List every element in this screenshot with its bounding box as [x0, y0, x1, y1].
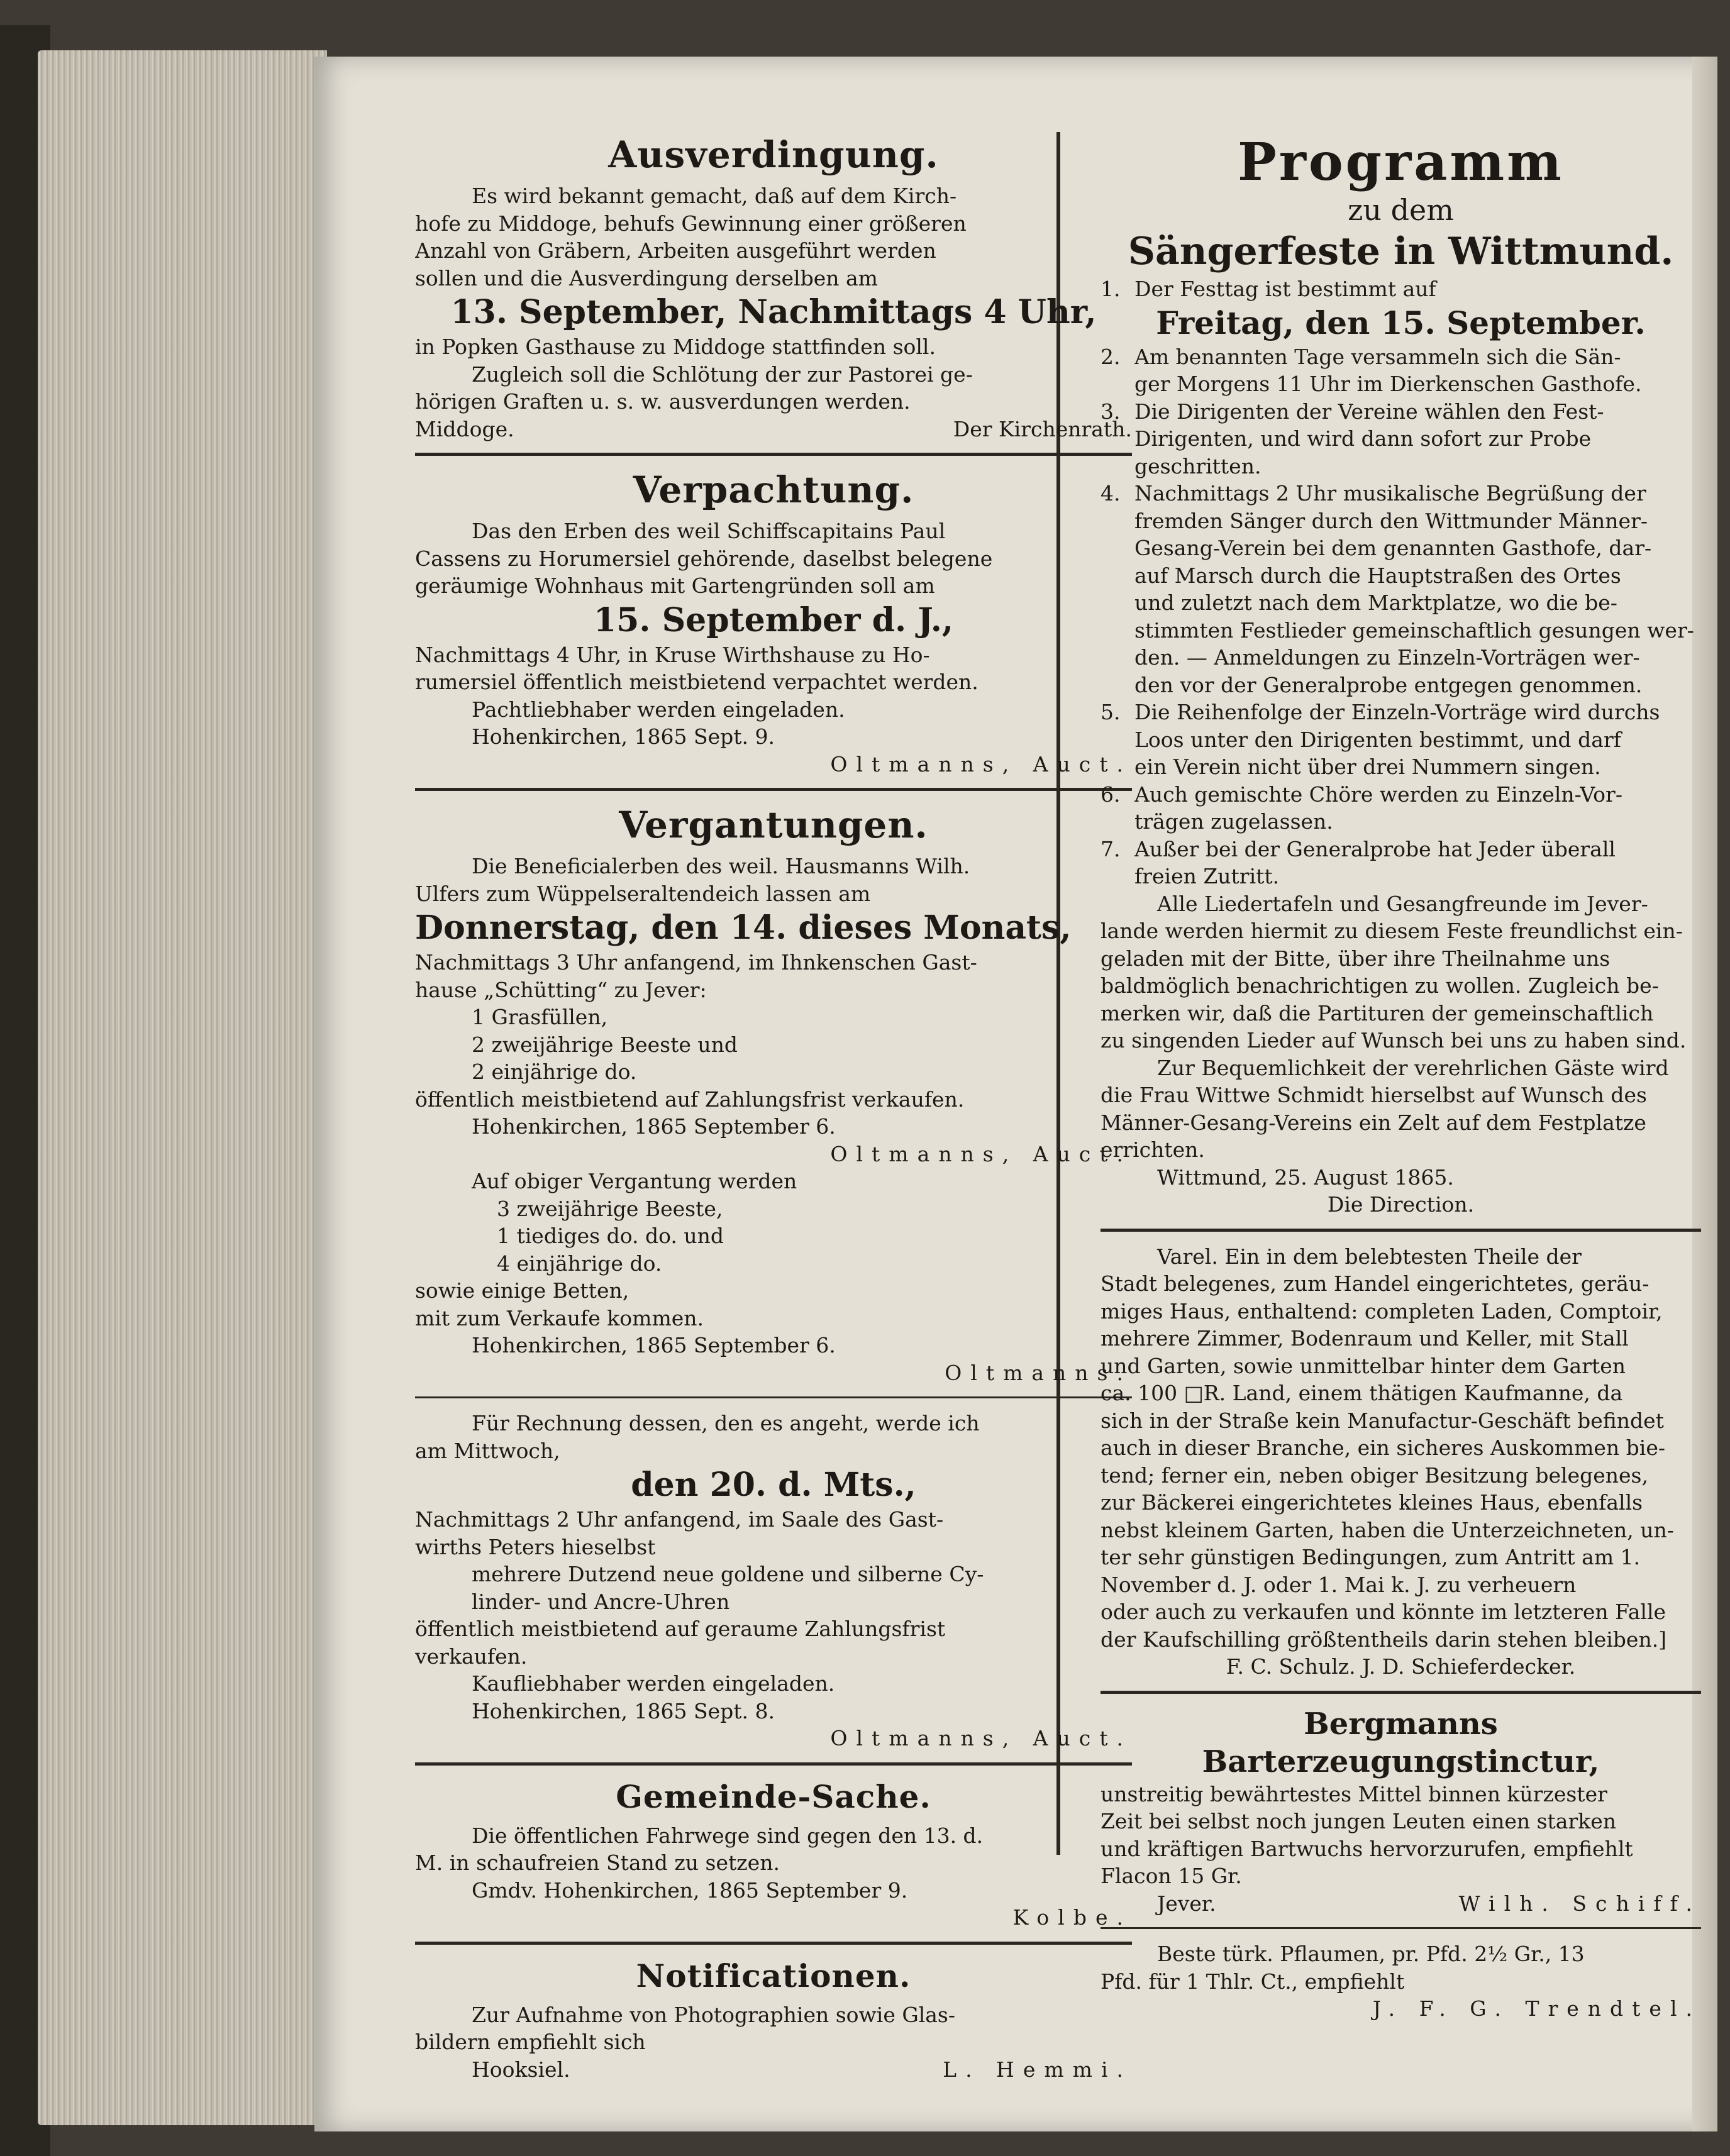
- list-item: 4 einjährige do.: [497, 1251, 662, 1276]
- notice-body: [1101, 1940, 1701, 2023]
- text-line: Anzahl von Gräbern, Arbeiten ausgeführt werden: [415, 238, 936, 263]
- notice-title: Notificationen.: [636, 1957, 911, 1994]
- text-line: Nachmittags 2 Uhr musikalische Begrüßung der: [1134, 481, 1646, 506]
- text-line: Ulfers zum Wüppelseraltendeich lassen am: [415, 881, 871, 906]
- signer: Der Kirchenrath.: [953, 416, 1132, 441]
- text-line: sowie einige Betten,: [415, 1278, 629, 1303]
- text-line: Kaufliebhaber werden eingeladen.: [472, 1671, 835, 1696]
- rule: [415, 453, 1132, 456]
- notice-title: Bergmanns Barterzeugungstinctur,: [1202, 1706, 1600, 1779]
- item-text: [1134, 836, 1701, 890]
- text-line: öffentlich meistbietend auf Zahlungsfrist verkaufen.: [415, 1086, 965, 1112]
- item-text: [1134, 699, 1701, 781]
- notice-body: [415, 1822, 1132, 1932]
- rule: [1101, 1691, 1701, 1694]
- text-line: hause „Schütting“ zu Jever:: [415, 977, 707, 1002]
- text-line: zur Bäckerei eingerichtetes kleines Haus, ebenfalls: [1101, 1490, 1643, 1515]
- text-line: ein Verein nicht über drei Nummern singen.: [1134, 755, 1601, 779]
- text-line: zu singenden Lieder auf Wunsch bei uns zu haben sind.: [1101, 1028, 1687, 1053]
- notice-bergmann: [1101, 1705, 1701, 1930]
- text-line: geräumige Wohnhaus mit Gartengründen soll am: [415, 573, 935, 598]
- list-item: 2 einjährige do.: [472, 1059, 637, 1084]
- text-line: Dirigenten, und wird dann sofort zur Probe: [1134, 426, 1592, 451]
- item-number: 3.: [1101, 399, 1121, 424]
- notice-body: [415, 853, 1132, 1386]
- text-line: Nachmittags 2 Uhr anfangend, im Saale des Gast-: [415, 1507, 944, 1532]
- text-line: miges Haus, enthaltend: completen Laden, Comptoir,: [1101, 1298, 1663, 1324]
- notice-ausverdingung: [415, 132, 1132, 456]
- text-line: baldmöglich benachrichtigen zu wollen. Zugleich be-: [1101, 973, 1659, 998]
- programm-item: [1101, 781, 1701, 836]
- notice-pflaumen: [1101, 1940, 1701, 2023]
- text-line: Nachmittags 4 Uhr, in Kruse Wirthshause zu Ho-: [415, 642, 930, 667]
- signer: Oltmanns, Auct.: [830, 1141, 1132, 1166]
- notice-date: 13. September, Nachmittags 4 Uhr,: [450, 293, 1097, 331]
- text-line: Für Rechnung dessen, den es angeht, werde ich: [472, 1411, 980, 1435]
- text-line: trägen zugelassen.: [1134, 809, 1333, 834]
- programm-subtitle: zu dem: [1348, 193, 1454, 227]
- programm-title: Programm: [1238, 132, 1564, 192]
- left-column: [415, 132, 1132, 2094]
- text-line: oder auch zu verkaufen und könnte im letzteren Falle: [1101, 1600, 1666, 1624]
- text-line: Auch gemischte Chöre werden zu Einzeln-Vor-: [1134, 782, 1622, 807]
- rule: [1101, 1927, 1701, 1929]
- text-line: öffentlich meistbietend auf geraume Zahlungsfrist: [415, 1617, 946, 1641]
- notice-title: Verpachtung.: [633, 468, 914, 511]
- signature-row: [1101, 1890, 1701, 1918]
- text-line: merken wir, daß die Partituren der gemeinschaftlich: [1101, 1000, 1654, 1025]
- signature-row: [415, 2056, 1132, 2084]
- notice-vergantungen: [415, 802, 1132, 1398]
- text-line: ger Morgens 11 Uhr im Dierkenschen Gasthofe.: [1134, 372, 1642, 396]
- text-line: November d. J. oder 1. Mai k. J. zu verheuern: [1101, 1572, 1577, 1597]
- item-number: 1.: [1101, 277, 1121, 301]
- text-line: Es wird bekannt gemacht, daß auf dem Kirch-: [472, 184, 957, 208]
- notice-title: Vergantungen.: [619, 804, 928, 846]
- rule: [415, 1762, 1132, 1766]
- text-line: Zur Aufnahme von Photographien sowie Glas-: [472, 2002, 956, 2027]
- text-line: Loos unter den Dirigenten bestimmt, und darf: [1134, 727, 1621, 752]
- notice-verpachtung: [415, 467, 1132, 791]
- text-line: hörigen Graften u. s. w. ausverdungen werden.: [415, 389, 911, 414]
- text-line: mit zum Verkaufe kommen.: [415, 1305, 704, 1330]
- place: Middoge.: [415, 416, 514, 441]
- notice-body: [415, 2001, 1132, 2084]
- list-item: mehrere Dutzend neue goldene und silberne Cy-: [472, 1562, 984, 1586]
- text-line: Außer bei der Generalprobe hat Jeder überall: [1134, 836, 1616, 861]
- item-text: [1134, 480, 1701, 699]
- programm-body: [1101, 890, 1701, 1219]
- text-line: Nachmittags 3 Uhr anfangend, im Ihnkenschen Gast-: [415, 950, 977, 975]
- signer: Oltmanns.: [945, 1360, 1132, 1385]
- notice-notificationen: [415, 1956, 1132, 2084]
- text-line: Alle Liedertafeln und Gesangfreunde im Jever-: [1157, 891, 1648, 916]
- text-line: Auf obiger Vergantung werden: [472, 1169, 797, 1193]
- newspaper-page: [314, 57, 1717, 2131]
- text-line: Cassens zu Horumersiel gehörende, daselbst belegene: [415, 546, 993, 571]
- text-line: Varel. Ein in dem belebtesten Theile der: [1157, 1244, 1582, 1269]
- notice-date: 15. September d. J.,: [594, 600, 953, 639]
- text-line: Zur Bequemlichkeit der verehrlichen Gäste wird: [1157, 1055, 1669, 1080]
- signer: Oltmanns, Auct.: [830, 1726, 1132, 1750]
- programm-item: [1101, 398, 1701, 480]
- rule: [415, 1396, 1132, 1398]
- text-line: Flacon 15 Gr.: [1101, 1864, 1242, 1888]
- text-line: tend; ferner ein, neben obiger Besitzung belegenes,: [1101, 1462, 1648, 1488]
- text-line: Zugleich soll die Schlötung der zur Pastorei ge-: [472, 362, 973, 387]
- notice-body: [1101, 1243, 1701, 1681]
- text-line: Zeit bei selbst noch jungen Leuten einen starken: [1101, 1809, 1617, 1833]
- text-line: den vor der Generalprobe entgegen genommen.: [1134, 672, 1643, 697]
- text-line: der Kaufschilling größtentheils darin stehen bleiben.]: [1101, 1627, 1667, 1652]
- notice-title: Ausverdingung.: [608, 133, 939, 176]
- text-line: unstreitig bewährtestes Mittel binnen kürzester: [1101, 1781, 1607, 1806]
- text-line: ca. 100 □R. Land, einem thätigen Kaufmanne, da: [1101, 1381, 1623, 1405]
- text-line: verkaufen.: [415, 1644, 528, 1669]
- list-item: linder- und Ancre-Uhren: [472, 1589, 730, 1614]
- item-number: 4.: [1101, 481, 1121, 506]
- text-line: Die Reihenfolge der Einzeln-Vorträge wird durchs: [1134, 700, 1660, 724]
- text-line: ter sehr günstigen Bedingungen, zum Antritt am 1.: [1101, 1545, 1641, 1569]
- right-column: [1101, 132, 1701, 2034]
- text-line: errichten.: [1101, 1137, 1205, 1162]
- text-line: fremden Sänger durch den Wittmunder Männer-: [1134, 508, 1648, 533]
- item-text: [1134, 781, 1701, 836]
- notice-uhren: [415, 1410, 1132, 1766]
- item-number: 6.: [1101, 782, 1121, 807]
- text-line: Am benannten Tage versammeln sich die Sän-: [1134, 344, 1621, 369]
- notice-varel: [1101, 1243, 1701, 1694]
- notice-body: [415, 1410, 1132, 1752]
- text-line: Männer-Gesang-Vereins ein Zelt auf dem Festplatze: [1101, 1110, 1646, 1135]
- rule: [415, 1942, 1132, 1945]
- text-line: am Mittwoch,: [415, 1438, 560, 1463]
- text-line: Pachtliebhaber werden eingeladen.: [472, 697, 845, 722]
- text-line: Die öffentlichen Fahrwege sind gegen den 13. d.: [472, 1823, 984, 1848]
- text-line: Hohenkirchen, 1865 September 6.: [472, 1114, 836, 1139]
- text-line: und Garten, sowie unmittelbar hinter dem Garten: [1101, 1353, 1626, 1378]
- programm-date: Freitag, den 15. September.: [1156, 304, 1646, 341]
- notice-body: [415, 182, 1132, 443]
- text-line: Hohenkirchen, 1865 Sept. 9.: [472, 724, 775, 749]
- text-line: M. in schaufreien Stand zu setzen.: [415, 1850, 780, 1875]
- list-item: 3 zweijährige Beeste,: [497, 1196, 723, 1221]
- notice-programm: [1101, 132, 1701, 1232]
- notice-body: [1101, 1781, 1701, 1918]
- programm-item: [1101, 343, 1701, 398]
- text-line: sollen und die Ausverdingung derselben am: [415, 265, 878, 290]
- text-line: Die Dirigenten der Vereine wählen den Fest-: [1134, 399, 1604, 424]
- signer: Wilh. Schiff.: [1458, 1891, 1701, 1916]
- text-line: lande werden hiermit zu diesem Feste freundlichst ein-: [1101, 919, 1683, 943]
- signer: Kolbe.: [1012, 1905, 1132, 1930]
- item-text: [1134, 343, 1701, 398]
- text-line: geschritten.: [1134, 453, 1261, 478]
- programm-item: [1101, 275, 1701, 303]
- text-line: und kräftigen Bartwuchs hervorzurufen, empfiehlt: [1101, 1836, 1633, 1861]
- place: Hooksiel.: [472, 2057, 570, 2082]
- item-number: 7.: [1101, 836, 1121, 861]
- text-line: stimmten Festlieder gemeinschaftlich gesungen wer-: [1134, 617, 1694, 643]
- page-stack-edge: [38, 50, 327, 2125]
- notice-date: Donnerstag, den 14. dieses Monats,: [415, 909, 1072, 947]
- text-line: Gesang-Verein bei dem genannten Gasthofe, dar-: [1134, 536, 1652, 560]
- notice-date: den 20. d. Mts.,: [631, 1466, 916, 1504]
- signer: L. Hemmi.: [943, 2057, 1132, 2082]
- text-line: Beste türk. Pflaumen, pr. Pfd. 2½ Gr., 13: [1157, 1942, 1585, 1966]
- rule: [415, 788, 1132, 791]
- text-line: Gmdv. Hohenkirchen, 1865 September 9.: [472, 1877, 908, 1903]
- notice-body: [415, 517, 1132, 778]
- notice-title: Gemeinde-Sache.: [616, 1777, 931, 1815]
- dateline: Wittmund, 25. August 1865.: [1157, 1164, 1454, 1190]
- item-text: [1134, 398, 1701, 480]
- list-item: 2 zweijährige Beeste und: [472, 1032, 738, 1057]
- text-line: Hohenkirchen, 1865 Sept. 8.: [472, 1698, 775, 1723]
- signer: J. F. G. Trendtel.: [1372, 1996, 1701, 2021]
- text-line: auf Marsch durch die Hauptstraßen des Ortes: [1134, 563, 1621, 588]
- text-line: mehrere Zimmer, Bodenraum und Keller, mit Stall: [1101, 1326, 1629, 1351]
- item-text: Der Festtag ist bestimmt auf: [1134, 277, 1436, 301]
- text-line: nebst kleinem Garten, haben die Unterzeichneten, un-: [1101, 1517, 1674, 1542]
- signer: Oltmanns, Auct.: [830, 751, 1132, 777]
- programm-title-2: Sängerfeste in Wittmund.: [1128, 229, 1674, 274]
- text-line: den. — Anmeldungen zu Einzeln-Vorträgen wer-: [1134, 645, 1640, 670]
- text-line: sich in der Straße kein Manufactur-Geschäft befindet: [1101, 1408, 1664, 1433]
- text-line: in Popken Gasthause zu Middoge stattfinden soll.: [415, 334, 936, 359]
- text-line: wirths Peters hieselbst: [415, 1534, 656, 1559]
- text-line: freien Zutritt.: [1134, 864, 1280, 888]
- text-line: bildern empfiehlt sich: [415, 2030, 646, 2054]
- notice-gemeinde: [415, 1777, 1132, 1945]
- signature-row: [415, 416, 1132, 443]
- item-number: 5.: [1101, 700, 1121, 724]
- rule: [1101, 1229, 1701, 1232]
- text-line: Die Beneficialerben des weil. Hausmanns Wilh.: [472, 854, 970, 878]
- text-line: Hohenkirchen, 1865 September 6.: [472, 1333, 836, 1357]
- place: Jever.: [1157, 1891, 1216, 1916]
- programm-item: [1101, 480, 1701, 699]
- text-line: Pfd. für 1 Thlr. Ct., empfiehlt: [1101, 1969, 1405, 1994]
- text-line: auch in dieser Branche, ein sicheres Auskommen bie-: [1101, 1435, 1665, 1460]
- text-line: hofe zu Middoge, behufs Gewinnung einer größeren: [415, 211, 967, 236]
- list-item: 1 Grasfüllen,: [472, 1005, 608, 1029]
- text-line: geladen mit der Bitte, über ihre Theilnahme uns: [1101, 946, 1611, 971]
- programm-item: [1101, 699, 1701, 781]
- programm-item: [1101, 836, 1701, 890]
- signer: F. C. Schulz. J. D. Schieferdecker.: [1226, 1654, 1576, 1679]
- text-line: und zuletzt nach dem Marktplatze, wo die be-: [1134, 590, 1617, 615]
- list-item: 1 tiediges do. do. und: [497, 1224, 724, 1248]
- text-line: Stadt belegenes, zum Handel eingerichtetes, geräu-: [1101, 1271, 1650, 1296]
- text-line: rumersiel öffentlich meistbietend verpachtet werden.: [415, 670, 979, 694]
- item-number: 2.: [1101, 344, 1121, 369]
- text-line: Das den Erben des weil Schiffscapitains Paul: [472, 519, 946, 543]
- text-line: die Frau Wittwe Schmidt hierselbst auf Wunsch des: [1101, 1083, 1647, 1107]
- signer: Die Direction.: [1327, 1192, 1475, 1217]
